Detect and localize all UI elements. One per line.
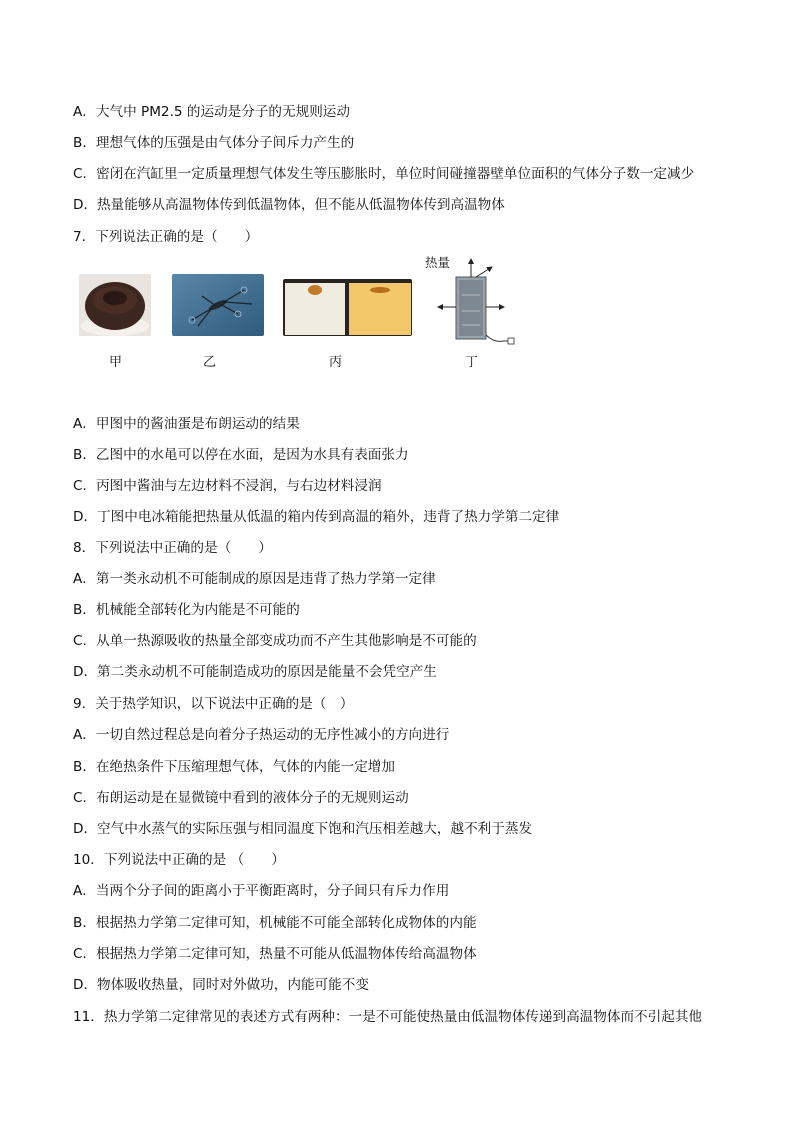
figure-jia-egg-photo (79, 274, 151, 336)
caption-bing: 丙 (329, 355, 343, 370)
q7-stem: 7．下列说法正确的是（ ） (73, 229, 259, 245)
q10-option-a: A．当两个分子间的距离小于平衡距离时，分子间只有斥力作用 (73, 883, 450, 899)
q10-option-c: C．根据热力学第二定律可知，热量不可能从低温物体传给高温物体 (73, 946, 477, 962)
q10-option-d: D．物体吸收热量，同时对外做功，内能可能不变 (73, 977, 369, 993)
q8-stem: 8．下列说法中正确的是（ ） (73, 540, 272, 556)
figure-yi-water-strider-photo (172, 274, 264, 336)
q10-stem: 10．下列说法中正确的是 （ ） (73, 852, 285, 868)
q6-option-b: B．理想气体的压强是由气体分子间斥力产生的 (73, 135, 355, 151)
q6-option-c: C．密闭在汽缸里一定质量理想气体发生等压膨胀时，单位时间碰撞器壁单位面积的气体分子数一定减少 (73, 166, 695, 182)
q7-option-c: C．丙图中酱油与左边材料不浸润，与右边材料浸润 (73, 478, 382, 494)
q8-option-d: D．第二类永动机不可能制造成功的原因是能量不会凭空产生 (73, 664, 437, 680)
q10-option-b: B．根据热力学第二定律可知，机械能不可能全部转化成物体的内能 (73, 915, 477, 931)
heat-label: 热量 (425, 255, 451, 270)
q9-option-d: D．空气中水蒸气的实际压强与相同温度下饱和汽压相差越大，越不利于蒸发 (73, 821, 533, 837)
q9-option-c: C．布朗运动是在显微镜中看到的液体分子的无规则运动 (73, 790, 409, 806)
caption-ding: 丁 (465, 355, 479, 370)
q8-option-b: B．机械能全部转化为内能是不可能的 (73, 602, 300, 618)
q7-option-d: D．丁图中电冰箱能把热量从低温的箱内传到高温的箱外，违背了热力学第二定律 (73, 509, 560, 525)
figure-bing-wetting-photo (283, 279, 412, 336)
caption-jia: 甲 (109, 355, 123, 370)
q9-option-b: B．在绝热条件下压缩理想气体，气体的内能一定增加 (73, 759, 395, 775)
q11-stem: 11．热力学第二定律常见的表述方式有两种：一是不可能使热量由低温物体传递到高温物体而不引起其他 (73, 1009, 703, 1025)
q7-option-a: A．甲图中的酱油蛋是布朗运动的结果 (73, 416, 300, 432)
q6-option-a: A．大气中 PM2.5 的运动是分子的无规则运动 (73, 104, 350, 120)
q8-option-c: C．从单一热源吸收的热量全部变成功而不产生其他影响是不可能的 (73, 633, 477, 649)
q6-option-d: D．热量能够从高温物体传到低温物体，但不能从低温物体传到高温物体 (73, 197, 505, 213)
caption-yi: 乙 (203, 355, 217, 370)
q9-stem: 9．关于热学知识，以下说法中正确的是（ ） (73, 696, 354, 712)
q7-option-b: B．乙图中的水黾可以停在水面，是因为水具有表面张力 (73, 447, 409, 463)
q9-option-a: A．一切自然过程总是向着分子热运动的无序性减小的方向进行 (73, 727, 450, 743)
q8-option-a: A．第一类永动机不可能制成的原因是违背了热力学第一定律 (73, 571, 436, 587)
